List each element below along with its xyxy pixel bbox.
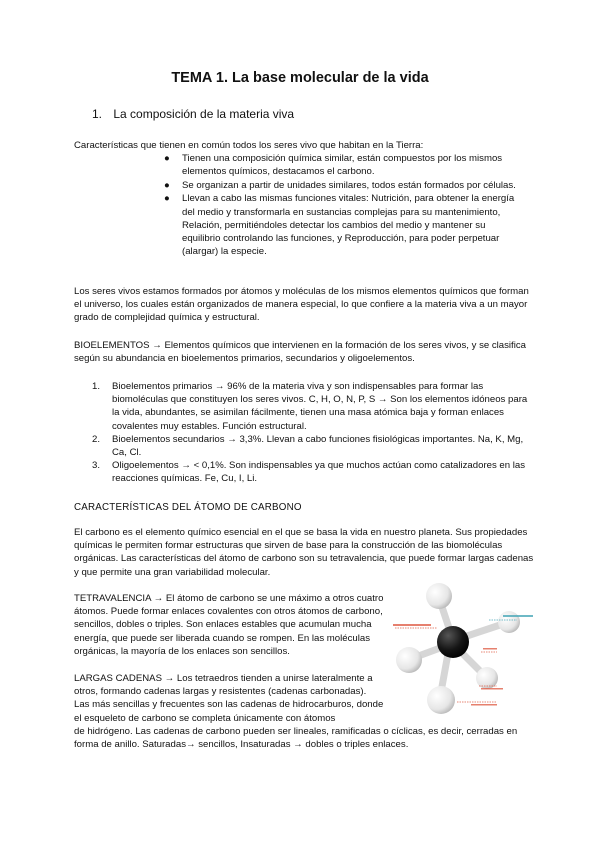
section-title: La composición de la materia viva [113, 107, 295, 121]
section-number: 1. [92, 107, 103, 121]
characteristics-list [160, 152, 525, 259]
list-item-text: Llevan a cabo las mismas funciones vitales: Nutrición, para obtener la energía del medio y transformarla en sustancias complejas para su mantenimiento, Relación, permitiéndoles detectar los cambios del medio y mantener su equilibrio controlando las funciones, y Reproducción, para poder perpetuar (alargar) la especie. [182, 193, 515, 258]
list-item-text: Tienen una composición química similar, están compuestos por los mismos elementos químicos, destacamos el carbono. [182, 153, 503, 178]
list-item-text: Se organizan a partir de unidades similares, todos están formados por células. [182, 179, 516, 191]
list-number: 3. [92, 460, 101, 472]
list-item [92, 433, 532, 459]
hydrogen-atom-right [498, 611, 520, 633]
bullet-icon: ● [164, 153, 170, 164]
bullet-icon: ● [164, 193, 170, 205]
list-item [92, 380, 532, 433]
list-number: 2. [92, 433, 101, 445]
list-item-text: Bioelementos secundarios → 3,3%. Llevan a cabo funciones fisiológicas importantes. Na, K, Mg, Ca, Cl. [112, 433, 524, 459]
methane-molecule-illustration [385, 580, 545, 720]
bioelementos-list [92, 380, 532, 486]
list-item [160, 179, 525, 192]
carbon-atom [437, 626, 469, 658]
list-number: 1. [92, 381, 101, 392]
intro-paragraph: Características que tienen en común todos los seres vivo que habitan en la Tierra: [74, 140, 424, 151]
bioelementos-paragraph: BIOELEMENTOS → Elementos químicos que intervienen en la formación de los seres vivos, y se clasifica según su abundancia en bioelementos primarios, secundarios y oligoelementos. [74, 340, 526, 365]
list-item-text: Oligoelementos → < 0,1%. Son indispensables ya que muchos actúan como catalizadores en las reacciones químicas. Fe, Cu, I, Li. [112, 460, 526, 485]
list-item [92, 459, 532, 485]
hydrogen-atom-top [426, 583, 452, 609]
list-item [160, 152, 525, 178]
cadenas-paragraph-continued: de hidrógeno. Las cadenas de carbono pueden ser lineales, ramificadas o cíclicas, es decir, cerradas en forma de anillo. Saturadas→ sencillos, Insaturadas → dobles o triples enlaces. [74, 726, 518, 751]
bullet-icon: ● [164, 179, 170, 191]
carbon-paragraph: El carbono es el elemento químico esencial en el que se basa la vida en nuestro planeta. Sus propiedades químicas le permiten formar estructuras que sirven de base para la construcción de las biomoléculas orgánicas. Las características del átomo de carbono son su tetravalencia, que puede formar largas cadenas y que permite una gran variabilidad molecular. [74, 527, 534, 578]
section-heading [92, 107, 294, 121]
list-item-text: Bioelementos primarios → 96% de la materia viva y son indispensables para formar las biomoléculas que constituyen los seres vivos. C, H, O, N, P, S → Son los elementos idóneos para la vida, abundantes, se asimilan fácilmente, tienen una masa atómica baja y forman enlaces covalentes muy estables. Función estructural. [112, 381, 528, 432]
page-title: TEMA 1. La base molecular de la vida [171, 70, 429, 86]
carbon-section-heading: CARACTERÍSTICAS DEL ÁTOMO DE CARBONO [74, 502, 302, 513]
list-item [160, 192, 525, 258]
tetravalencia-paragraph: TETRAVALENCIA → El átomo de carbono se une máximo a otros cuatro átomos. Puede formar enlaces covalentes con otros átomos de carbono, sencillos, dobles o triples. Son enlaces estables que acumulan mucha energía, que puede ser liberada cuando se rompen. En las moléculas orgánicas, la mayoría de los enlaces son sencillos. [74, 593, 384, 657]
hydrogen-atom-left [396, 647, 422, 673]
hydrogen-atom-bottom [427, 686, 455, 714]
cadenas-paragraph: LARGAS CADENAS → Los tetraedros tienden a unirse lateralmente a otros, formando cadenas largas y resistentes (cadenas carbonadas). Las más sencillas y frecuentes son las cadenas de hidrocarburos, donde el esqueleto de carbono se completa únicamente con átomos [74, 673, 384, 724]
atoms-paragraph: Los seres vivos estamos formados por átomos y moléculas de los mismos elementos químicos que forman el universo, los cuales están organizados de manera especial, lo que confiere a la materia viva a un mayor grado de complejidad química y estructural. [74, 286, 529, 324]
